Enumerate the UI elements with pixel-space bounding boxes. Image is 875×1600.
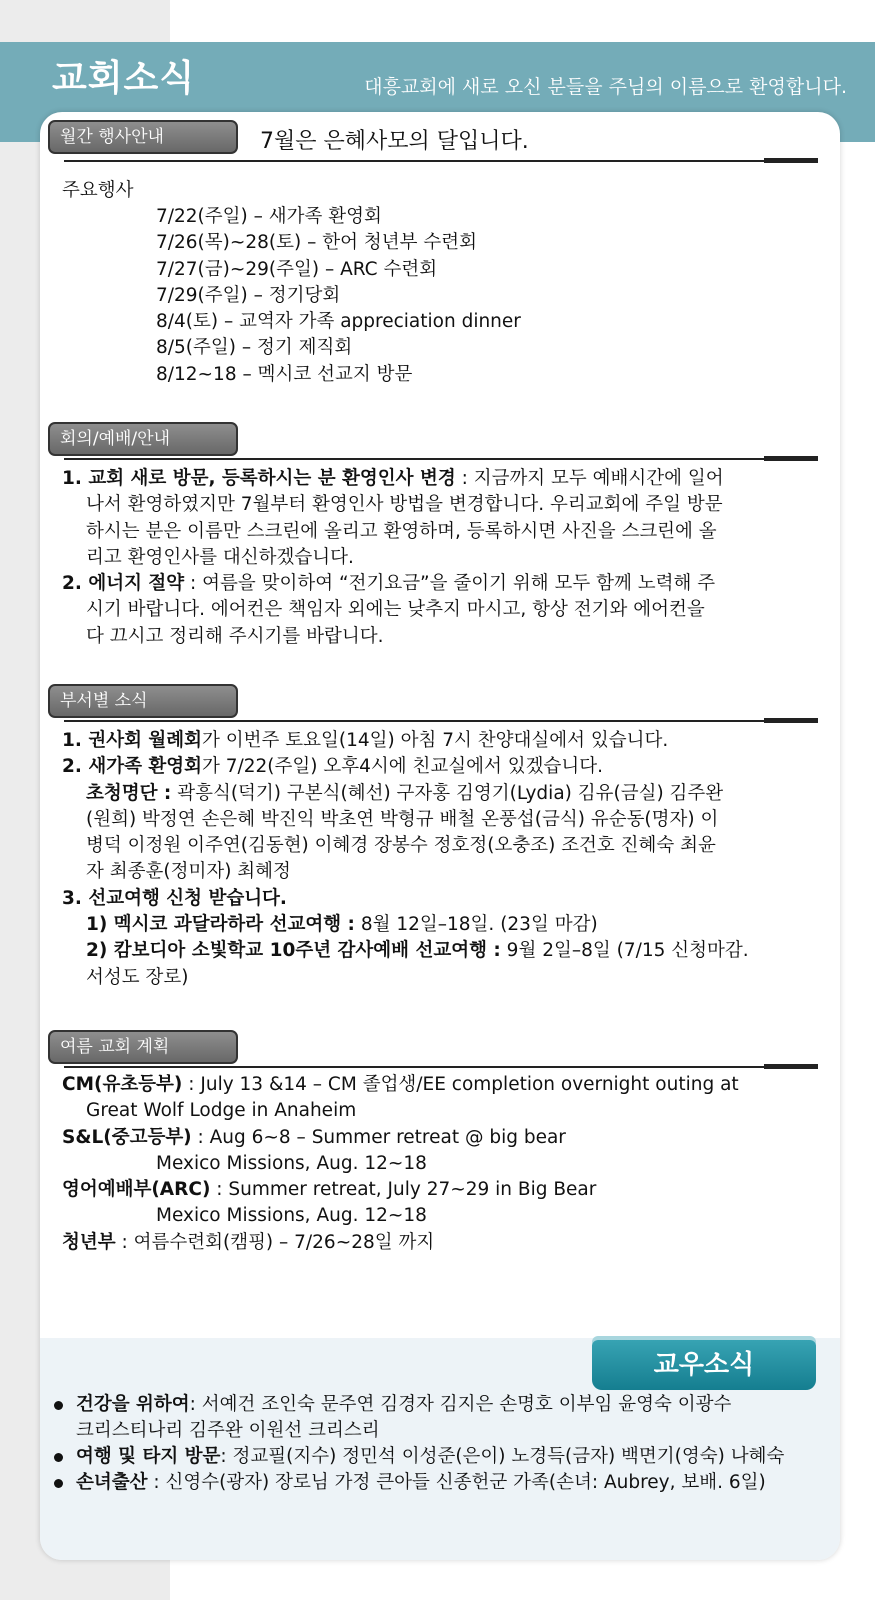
summer-arc: 영어예배부(ARC) : Summer retreat, July 27~29 in Big Bear [62, 1179, 597, 1201]
section-tab-summer: 여름 교회 계획 [48, 1030, 238, 1064]
event-item: 7/29(주일) – 정기당회 [156, 284, 341, 306]
section-tab-department: 부서별 소식 [48, 684, 238, 718]
section-divider [64, 720, 818, 722]
member-news-health: 건강을 위하여: 서예건 조인숙 문주연 김경자 김지은 손명호 이부임 윤영숙 이광수 [52, 1392, 832, 1418]
dept-item-3: 3. 선교여행 신청 받습니다. [62, 887, 287, 909]
member-news-list: 건강을 위하여: 서예건 조인숙 문주연 김경자 김지은 손명호 이부임 윤영숙 이광수 크리스티나리 김주완 이원선 크리스리 여행 및 타지 방문: 정교필(지수) 정민석 이성준(은이) 노경득(금자) 백면기(영숙) 나혜숙 손녀출산 : 신영수(광자) 장로님 가정 큰아들 신종헌군 가족(손녀: Aubrey, 보배. 6일) [52, 1392, 832, 1496]
mission-trip-2: 2) 캄보디아 소빛학교 10주년 감사예배 선교여행 : 9월 2일–8일 (7/15 신청마감. [86, 940, 749, 962]
summer-plans: CM(유초등부) : July 13 &14 – CM 졸업생/EE completion overnight outing at Great Wolf Lodge in Anaheim S&L(중고등부) : Aug 6~8 – Summer retreat @ big bear Mexico Missions, Aug. 12~18 영어예배부(ARC) : Summer retreat, July 27~29 in Big Bear Mexico Missions, Aug. 12~18 청년부 : 여름수련회(캠핑) – 7/26~28일 까지 [62, 1072, 832, 1256]
member-news-travel: 여행 및 타지 방문: 정교필(지수) 정민석 이성준(은이) 노경득(금자) 백면기(영숙) 나혜숙 [52, 1444, 832, 1470]
meeting-notices: 1. 교회 새로 방문, 등록하시는 분 환영인사 변경 : 지금까지 모두 예배시간에 일어 나서 환영하였지만 7월부터 환영인사 방법을 변경합니다. 우리교회에 주일 방문 하시는 분은 이름만 스크린에 올리고 환영하며, 등록하시면 사진을 스크린에 올 리고 환영인사를 대신하겠습니다. 2. 에너지 절약 : 여름을 맞이하여 “전기요금”을 줄이기 위해 모두 함께 노력해 주 시기 바랍니다. 에어컨은 책임자 외에는 낮추지 마시고, 항상 전기와 에어컨을 다 끄시고 정리해 주시기를 바랍니다. [62, 466, 832, 650]
department-news: 1. 권사회 월례회가 이번주 토요일(14일) 아침 7시 찬양대실에서 있습니다. 2. 새가족 환영회가 7/22(주일) 오후4시에 친교실에서 있겠습니다. 초청명단 : 곽흥식(덕기) 구본식(혜선) 구자홍 김영기(Lydia) 김유(금실) 김주완 (원희) 박정연 손은혜 박진익 박초연 박형규 배철 온풍섭(금식) 유순동(명자) 이 병덕 이정원 이주연(김동현) 이혜경 장봉수 정호정(오충조) 조건호 진혜숙 최윤 자 최종훈(정미자) 최혜정 3. 선교여행 신청 받습니다. 1) 멕시코 과달라하라 선교여행 : 8월 12일–18일. (23일 마감) 2) 캄보디아 소빛학교 10주년 감사예배 선교여행 : 9월 2일–8일 (7/15 신청마감. 서성도 장로) [62, 728, 832, 991]
section-tab-meeting: 회의/예배/안내 [48, 422, 238, 456]
section-divider [64, 160, 818, 162]
summer-sl: S&L(중고등부) : Aug 6~8 – Summer retreat @ big bear [62, 1126, 566, 1148]
invite-list: 초청명단 : 곽흥식(덕기) 구본식(혜선) 구자홍 김영기(Lydia) 김유(금실) 김주완 [86, 782, 724, 804]
event-item: 8/4(토) – 교역자 가족 appreciation dinner [156, 311, 521, 333]
event-item: 8/12~18 – 멕시코 선교지 방문 [156, 363, 413, 385]
summer-cm: CM(유초등부) : July 13 &14 – CM 졸업생/EE completion overnight outing at [62, 1074, 739, 1095]
event-item: 7/22(주일) – 새가족 환영회 [156, 206, 382, 227]
mission-trip-1: 1) 멕시코 과달라하라 선교여행 : 8월 12일–18일. (23일 마감) [86, 914, 598, 936]
monthly-headline: 7월은 은혜사모의 달입니다. [260, 129, 529, 154]
notice-1: 1. 교회 새로 방문, 등록하시는 분 환영인사 변경 : 지금까지 모두 예배시간에 일어 [62, 468, 724, 489]
event-item: 7/26(목)~28(토) – 한어 청년부 수련회 [156, 232, 477, 254]
section-divider [64, 1066, 818, 1068]
event-item: 8/5(주일) – 정기 제직회 [156, 337, 353, 359]
event-list [156, 204, 521, 388]
member-news-tab: 교우소식 [592, 1340, 816, 1390]
page-title: 교회소식 [52, 58, 196, 99]
section-divider [64, 458, 818, 460]
event-item: 7/27(금)~29(주일) – ARC 수련회 [156, 258, 438, 280]
section-tab-monthly: 월간 행사안내 [48, 120, 238, 154]
dept-item-1: 1. 권사회 월례회가 이번주 토요일(14일) 아침 7시 찬양대실에서 있습니다. [62, 730, 669, 751]
events-heading: 주요행사 [62, 180, 134, 201]
notice-2: 2. 에너지 절약 : 여름을 맞이하여 “전기요금”을 줄이기 위해 모두 함께 노력해 주 [62, 573, 716, 595]
header-subtitle: 대흥교회에 새로 오신 분들을 주님의 이름으로 환영합니다. [364, 76, 847, 98]
member-news-birth: 손녀출산 : 신영수(광자) 장로님 가정 큰아들 신종헌군 가족(손녀: Aubrey, 보배. 6일) [52, 1470, 832, 1496]
dept-item-2: 2. 새가족 환영회가 7/22(주일) 오후4시에 친교실에서 있겠습니다. [62, 756, 603, 778]
summer-youth: 청년부 : 여름수련회(캠핑) – 7/26~28일 까지 [62, 1231, 435, 1253]
